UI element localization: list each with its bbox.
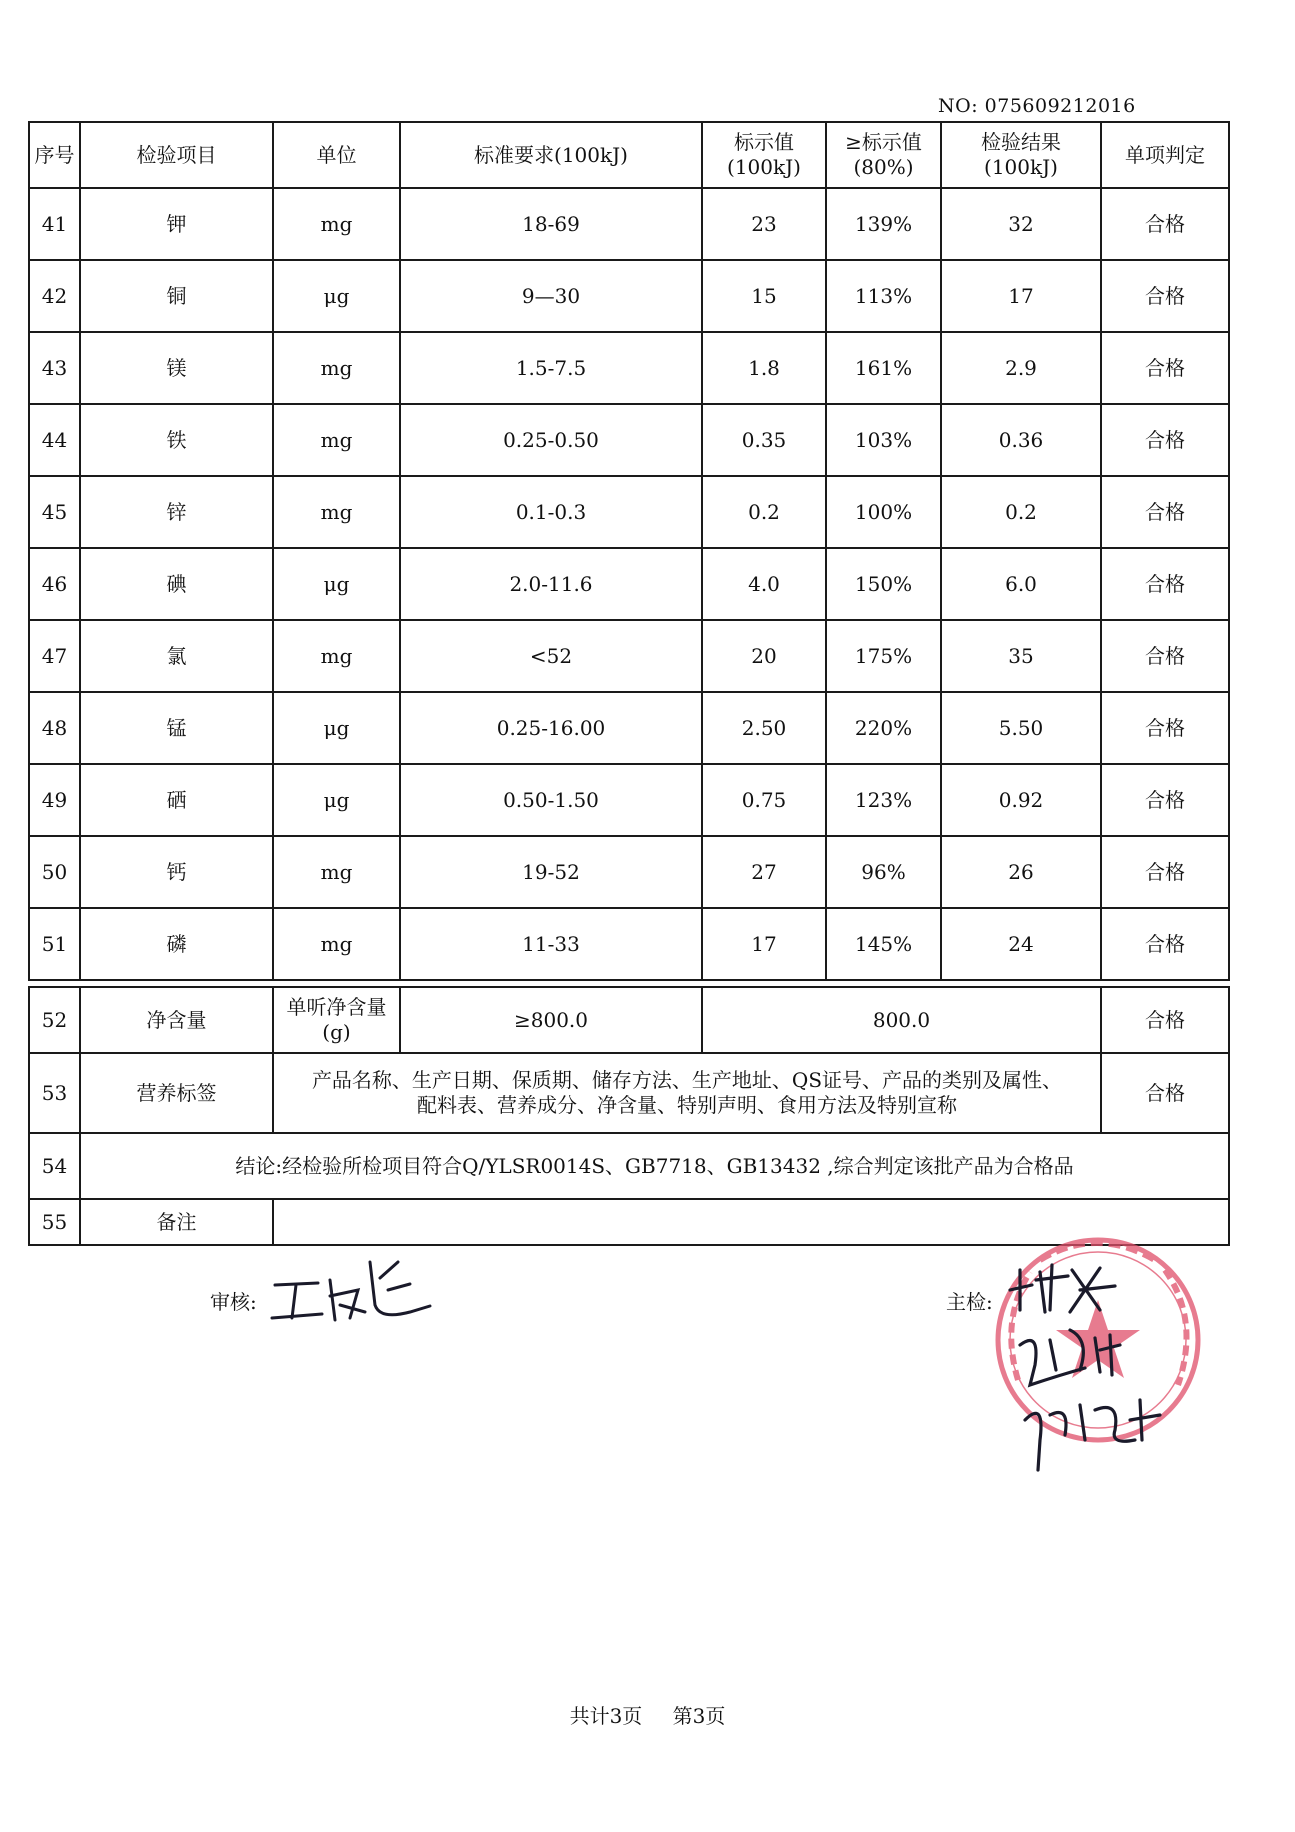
table-row <box>29 620 1229 692</box>
row-unit: μg <box>273 692 400 764</box>
table-row <box>29 1053 1229 1133</box>
row-result: 6.0 <box>941 548 1101 620</box>
row-judge: 合格 <box>1101 332 1229 404</box>
header-ratio: ≥标示值 (80%) <box>826 122 941 188</box>
row-ratio: 96% <box>826 836 941 908</box>
row-judge: 合格 <box>1101 548 1229 620</box>
reviewer-signature <box>272 1262 430 1320</box>
page-footer <box>0 1700 1295 1729</box>
row-label: 2.50 <box>702 692 826 764</box>
report-number: NO: 075609212016 <box>938 95 1136 117</box>
table-row <box>29 260 1229 332</box>
row-judge: 合格 <box>1101 476 1229 548</box>
row-no: 45 <box>29 476 80 548</box>
row-no: 42 <box>29 260 80 332</box>
row-standard: 0.50-1.50 <box>400 764 702 836</box>
row-result: 0.36 <box>941 404 1101 476</box>
row-ratio: 161% <box>826 332 941 404</box>
chief-inspector-signature <box>1010 1265 1160 1470</box>
table-row <box>29 692 1229 764</box>
row-result: 24 <box>941 908 1101 980</box>
row-item: 铜 <box>80 260 273 332</box>
row-label: 27 <box>702 836 826 908</box>
row-standard: 9—30 <box>400 260 702 332</box>
row-standard: <52 <box>400 620 702 692</box>
reviewer-label: 审核: <box>210 1290 257 1314</box>
row-judge: 合格 <box>1101 908 1229 980</box>
row-unit: mg <box>273 620 400 692</box>
row-item: 镁 <box>80 332 273 404</box>
row-label: 0.35 <box>702 404 826 476</box>
row-ratio: 175% <box>826 620 941 692</box>
table-gap <box>29 980 1229 987</box>
row-item: 钾 <box>80 188 273 260</box>
row-no: 47 <box>29 620 80 692</box>
row-judge: 合格 <box>1101 260 1229 332</box>
official-seal <box>998 1240 1198 1440</box>
row-unit: 单听净含量 (g) <box>273 987 400 1053</box>
row-no: 54 <box>29 1133 80 1199</box>
header-standard: 标准要求(100kJ) <box>400 122 702 188</box>
row-result: 800.0 <box>702 987 1101 1053</box>
total-pages: 共计3页 <box>569 1704 643 1728</box>
row-unit: mg <box>273 908 400 980</box>
row-result: 26 <box>941 836 1101 908</box>
row-ratio: 100% <box>826 476 941 548</box>
row-result: 35 <box>941 620 1101 692</box>
row-ratio: 220% <box>826 692 941 764</box>
row-ratio: 145% <box>826 908 941 980</box>
table-row <box>29 987 1229 1053</box>
row-no: 43 <box>29 332 80 404</box>
row-standard: 0.25-16.00 <box>400 692 702 764</box>
row-label: 15 <box>702 260 826 332</box>
row-standard: 18-69 <box>400 188 702 260</box>
row-judge: 合格 <box>1101 1053 1229 1133</box>
remarks-label: 备注 <box>80 1199 273 1245</box>
header-label-value: 标示值 (100kJ) <box>702 122 826 188</box>
table-row <box>29 836 1229 908</box>
row-result: 2.9 <box>941 332 1101 404</box>
current-page: 第3页 <box>672 1704 726 1728</box>
row-label: 4.0 <box>702 548 826 620</box>
row-no: 49 <box>29 764 80 836</box>
row-judge: 合格 <box>1101 188 1229 260</box>
row-ratio: 123% <box>826 764 941 836</box>
row-standard: 0.25-0.50 <box>400 404 702 476</box>
row-item: 硒 <box>80 764 273 836</box>
row-item: 钙 <box>80 836 273 908</box>
row-result: 17 <box>941 260 1101 332</box>
row-no: 44 <box>29 404 80 476</box>
row-judge: 合格 <box>1101 692 1229 764</box>
row-no: 46 <box>29 548 80 620</box>
row-label: 0.75 <box>702 764 826 836</box>
row-unit: μg <box>273 764 400 836</box>
row-item: 锰 <box>80 692 273 764</box>
row-no: 48 <box>29 692 80 764</box>
row-judge: 合格 <box>1101 404 1229 476</box>
header-unit: 单位 <box>273 122 400 188</box>
mineral-rows <box>29 188 1229 980</box>
table-row <box>29 548 1229 620</box>
row-result: 5.50 <box>941 692 1101 764</box>
row-label: 0.2 <box>702 476 826 548</box>
row-label: 17 <box>702 908 826 980</box>
inspection-table <box>28 121 1230 1246</box>
conclusion: 结论:经检验所检项目符合Q/YLSR0014S、GB7718、GB13432 ,综合判定该批产品为合格品 <box>80 1133 1229 1199</box>
header-judgement: 单项判定 <box>1101 122 1229 188</box>
table-row <box>29 1199 1229 1245</box>
table-row <box>29 476 1229 548</box>
row-no: 55 <box>29 1199 80 1245</box>
row-unit: mg <box>273 332 400 404</box>
row-judge: 合格 <box>1101 836 1229 908</box>
row-no: 50 <box>29 836 80 908</box>
table-row <box>29 332 1229 404</box>
row-standard: 0.1-0.3 <box>400 476 702 548</box>
row-label: 20 <box>702 620 826 692</box>
row-standard: 2.0-11.6 <box>400 548 702 620</box>
row-no: 53 <box>29 1053 80 1133</box>
row-no: 41 <box>29 188 80 260</box>
row-content: 产品名称、生产日期、保质期、储存方法、生产地址、QS证号、产品的类别及属性、 配料表、营养成分、净含量、特别声明、食用方法及特别宣称 <box>273 1053 1101 1133</box>
table-row <box>29 908 1229 980</box>
row-ratio: 113% <box>826 260 941 332</box>
row-judge: 合格 <box>1101 764 1229 836</box>
header-result: 检验结果 (100kJ) <box>941 122 1101 188</box>
row-unit: μg <box>273 548 400 620</box>
chief-inspector-label: 主检: <box>946 1290 993 1314</box>
header-item: 检验项目 <box>80 122 273 188</box>
table-header-row <box>29 122 1229 188</box>
row-standard: ≥800.0 <box>400 987 702 1053</box>
row-judge: 合格 <box>1101 620 1229 692</box>
row-item: 净含量 <box>80 987 273 1053</box>
row-ratio: 150% <box>826 548 941 620</box>
row-unit: mg <box>273 188 400 260</box>
row-item: 铁 <box>80 404 273 476</box>
row-result: 32 <box>941 188 1101 260</box>
row-standard: 19-52 <box>400 836 702 908</box>
row-item: 碘 <box>80 548 273 620</box>
row-item: 营养标签 <box>80 1053 273 1133</box>
row-no: 52 <box>29 987 80 1053</box>
row-item: 锌 <box>80 476 273 548</box>
row-unit: mg <box>273 404 400 476</box>
row-no: 51 <box>29 908 80 980</box>
remarks-value <box>273 1199 1229 1245</box>
table-row <box>29 1133 1229 1199</box>
table-row <box>29 188 1229 260</box>
row-label: 1.8 <box>702 332 826 404</box>
row-item: 氯 <box>80 620 273 692</box>
row-label: 23 <box>702 188 826 260</box>
row-unit: mg <box>273 836 400 908</box>
row-standard: 1.5-7.5 <box>400 332 702 404</box>
row-unit: mg <box>273 476 400 548</box>
table-row <box>29 764 1229 836</box>
row-result: 0.2 <box>941 476 1101 548</box>
row-ratio: 103% <box>826 404 941 476</box>
row-unit: μg <box>273 260 400 332</box>
row-judge: 合格 <box>1101 987 1229 1053</box>
header-seq: 序号 <box>29 122 80 188</box>
row-result: 0.92 <box>941 764 1101 836</box>
row-item: 磷 <box>80 908 273 980</box>
table-row <box>29 404 1229 476</box>
row-standard: 11-33 <box>400 908 702 980</box>
row-ratio: 139% <box>826 188 941 260</box>
